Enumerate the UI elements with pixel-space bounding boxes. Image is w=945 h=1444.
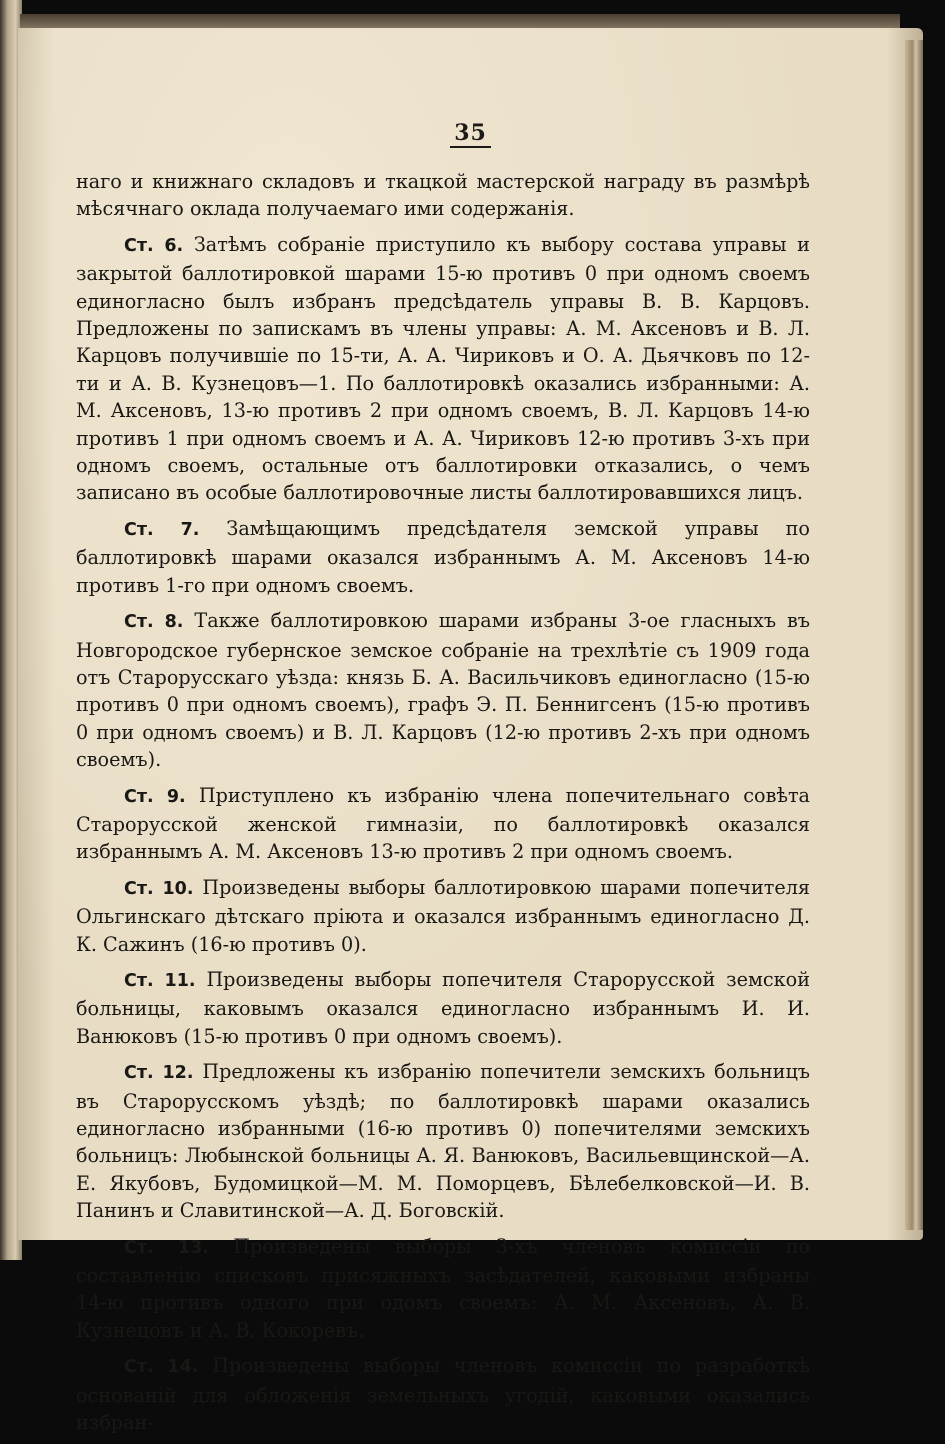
paragraph-article-10 <box>76 874 810 958</box>
article-number: Ст. 8. <box>124 612 184 633</box>
paragraph-article-11 <box>76 966 810 1050</box>
article-number: Ст. 7. <box>124 519 200 540</box>
paragraph-continuation <box>76 168 810 223</box>
paragraph-article-7 <box>76 515 810 599</box>
paragraph-text: Произведены выборы 3-хъ членовъ комиссіи по составленію списковъ присяжныхъ засѣдателей, каковыми избраны 14-ю противъ одного при одомъ своемъ: А. М. Аксеновъ, А. В. Кузнецовъ и А. В. Кокоревъ. <box>76 1234 811 1342</box>
paragraph-text: Замѣщающимъ предсѣдателя земской управы по баллотировкѣ шарами оказался избраннымъ А. М. Аксеновъ 14-ю противъ 1-го при одномъ своемъ. <box>76 516 810 597</box>
paragraph-text: Также баллотировкою шарами избраны 3-ое гласныхъ въ Новгородское губернское земское собраніе на трехлѣтіе съ 1909 года отъ Старорусскаго уѣзда: князь Б. А. Васильчиковъ единогласно (15-ю противъ 0 при одномъ своемъ), графъ Э. П. Беннигсенъ (15-ю противъ 0 при одномъ своемъ) и В. Л. Карцовъ (12-ю противъ 2-хъ при одномъ своемъ). <box>76 609 810 772</box>
article-number: Ст. 12. <box>124 1063 194 1084</box>
article-number: Ст. 6. <box>124 235 184 256</box>
paragraph-text: наго и книжнаго складовъ и ткацкой мастерской награду въ размѣрѣ мѣсячнаго оклада получаемаго ими содержанія. <box>76 170 810 221</box>
paragraph-text: Произведены выборы баллотировкою шарами попечителя Ольгинскаго дѣтскаго пріюта и оказался избраннымъ единогласно Д. К. Сажинъ (16-ю противъ 0). <box>76 875 811 956</box>
paragraph-article-14 <box>76 1352 810 1436</box>
paragraph-article-13 <box>76 1233 810 1345</box>
paragraph-article-6 <box>76 231 810 507</box>
paragraph-article-8 <box>76 607 810 773</box>
article-number: Ст. 9. <box>124 786 186 807</box>
book-page <box>18 28 923 1435</box>
article-number: Ст. 13. <box>124 1237 209 1258</box>
right-page-edge <box>905 40 923 1230</box>
paragraph-text: Затѣмъ собраніе приступило къ выбору состава управы и закрытой баллотировкой шарами 15-ю противъ 0 при одномъ своемъ единогласно былъ избранъ предсѣдатель управы В. В. Карцовъ. Предложены по запискамъ въ члены управы: А. М. Аксеновъ и В. Л. Карцовъ получившіе по 15-ти, А. А. Чириковъ и О. А. Дьячковъ по 12-ти и А. В. Кузнецовъ—1. По баллотировкѣ оказались избранными: А. М. Аксеновъ, 13-ю противъ 2 при одномъ своемъ, В. Л. Карцовъ 14-ю противъ 1 при одномъ своемъ и А. А. Чириковъ 12-ю противъ 3-хъ при одномъ своемъ, остальные отъ баллотировки отказались, о чемъ записано въ особые баллотировочные листы баллотировавшихся лицъ. <box>76 232 810 505</box>
page-body-text <box>76 168 810 1444</box>
paragraph-article-9 <box>76 782 810 866</box>
paragraph-article-12 <box>76 1058 810 1224</box>
page-number <box>18 120 923 148</box>
article-number: Ст. 14. <box>124 1357 199 1378</box>
paragraph-text: Приступлено къ избранію члена попечительнаго совѣта Старорусской женской гимназіи, по баллотировкѣ оказался избраннымъ А. М. Аксеновъ 13-ю противъ 2 при одномъ своемъ. <box>76 783 810 864</box>
paragraph-text: Произведены выборы попечителя Старорусской земской больницы, каковымъ оказался единогласно избраннымъ И. И. Ванюковъ (15-ю противъ 0 при одномъ своемъ). <box>76 967 810 1048</box>
article-number: Ст. 10. <box>124 878 194 899</box>
page-number-text: 35 <box>450 120 491 148</box>
article-number: Ст. 11. <box>124 970 196 991</box>
paragraph-text: Предложены къ избранію попечители земскихъ больницъ въ Старорусскомъ уѣздѣ; по баллотировкѣ шарами оказались единогласно избранными (16-ю противъ 0) попечителями земскихъ больницъ: Любынской больницы А. Я. Ванюковъ, Васильевщинской—А. Е. Якубовъ, Будомицкой—М. М. Поморцевъ, Бѣлебелковской—И. В. Панинъ и Славитинской—А. Д. Боговскій. <box>76 1060 810 1223</box>
paragraph-text: Произведены выборы членовъ комиссіи по разработкѣ основаній для обложенія земельныхъ угодій, каковыми оказались избран- <box>76 1354 810 1435</box>
